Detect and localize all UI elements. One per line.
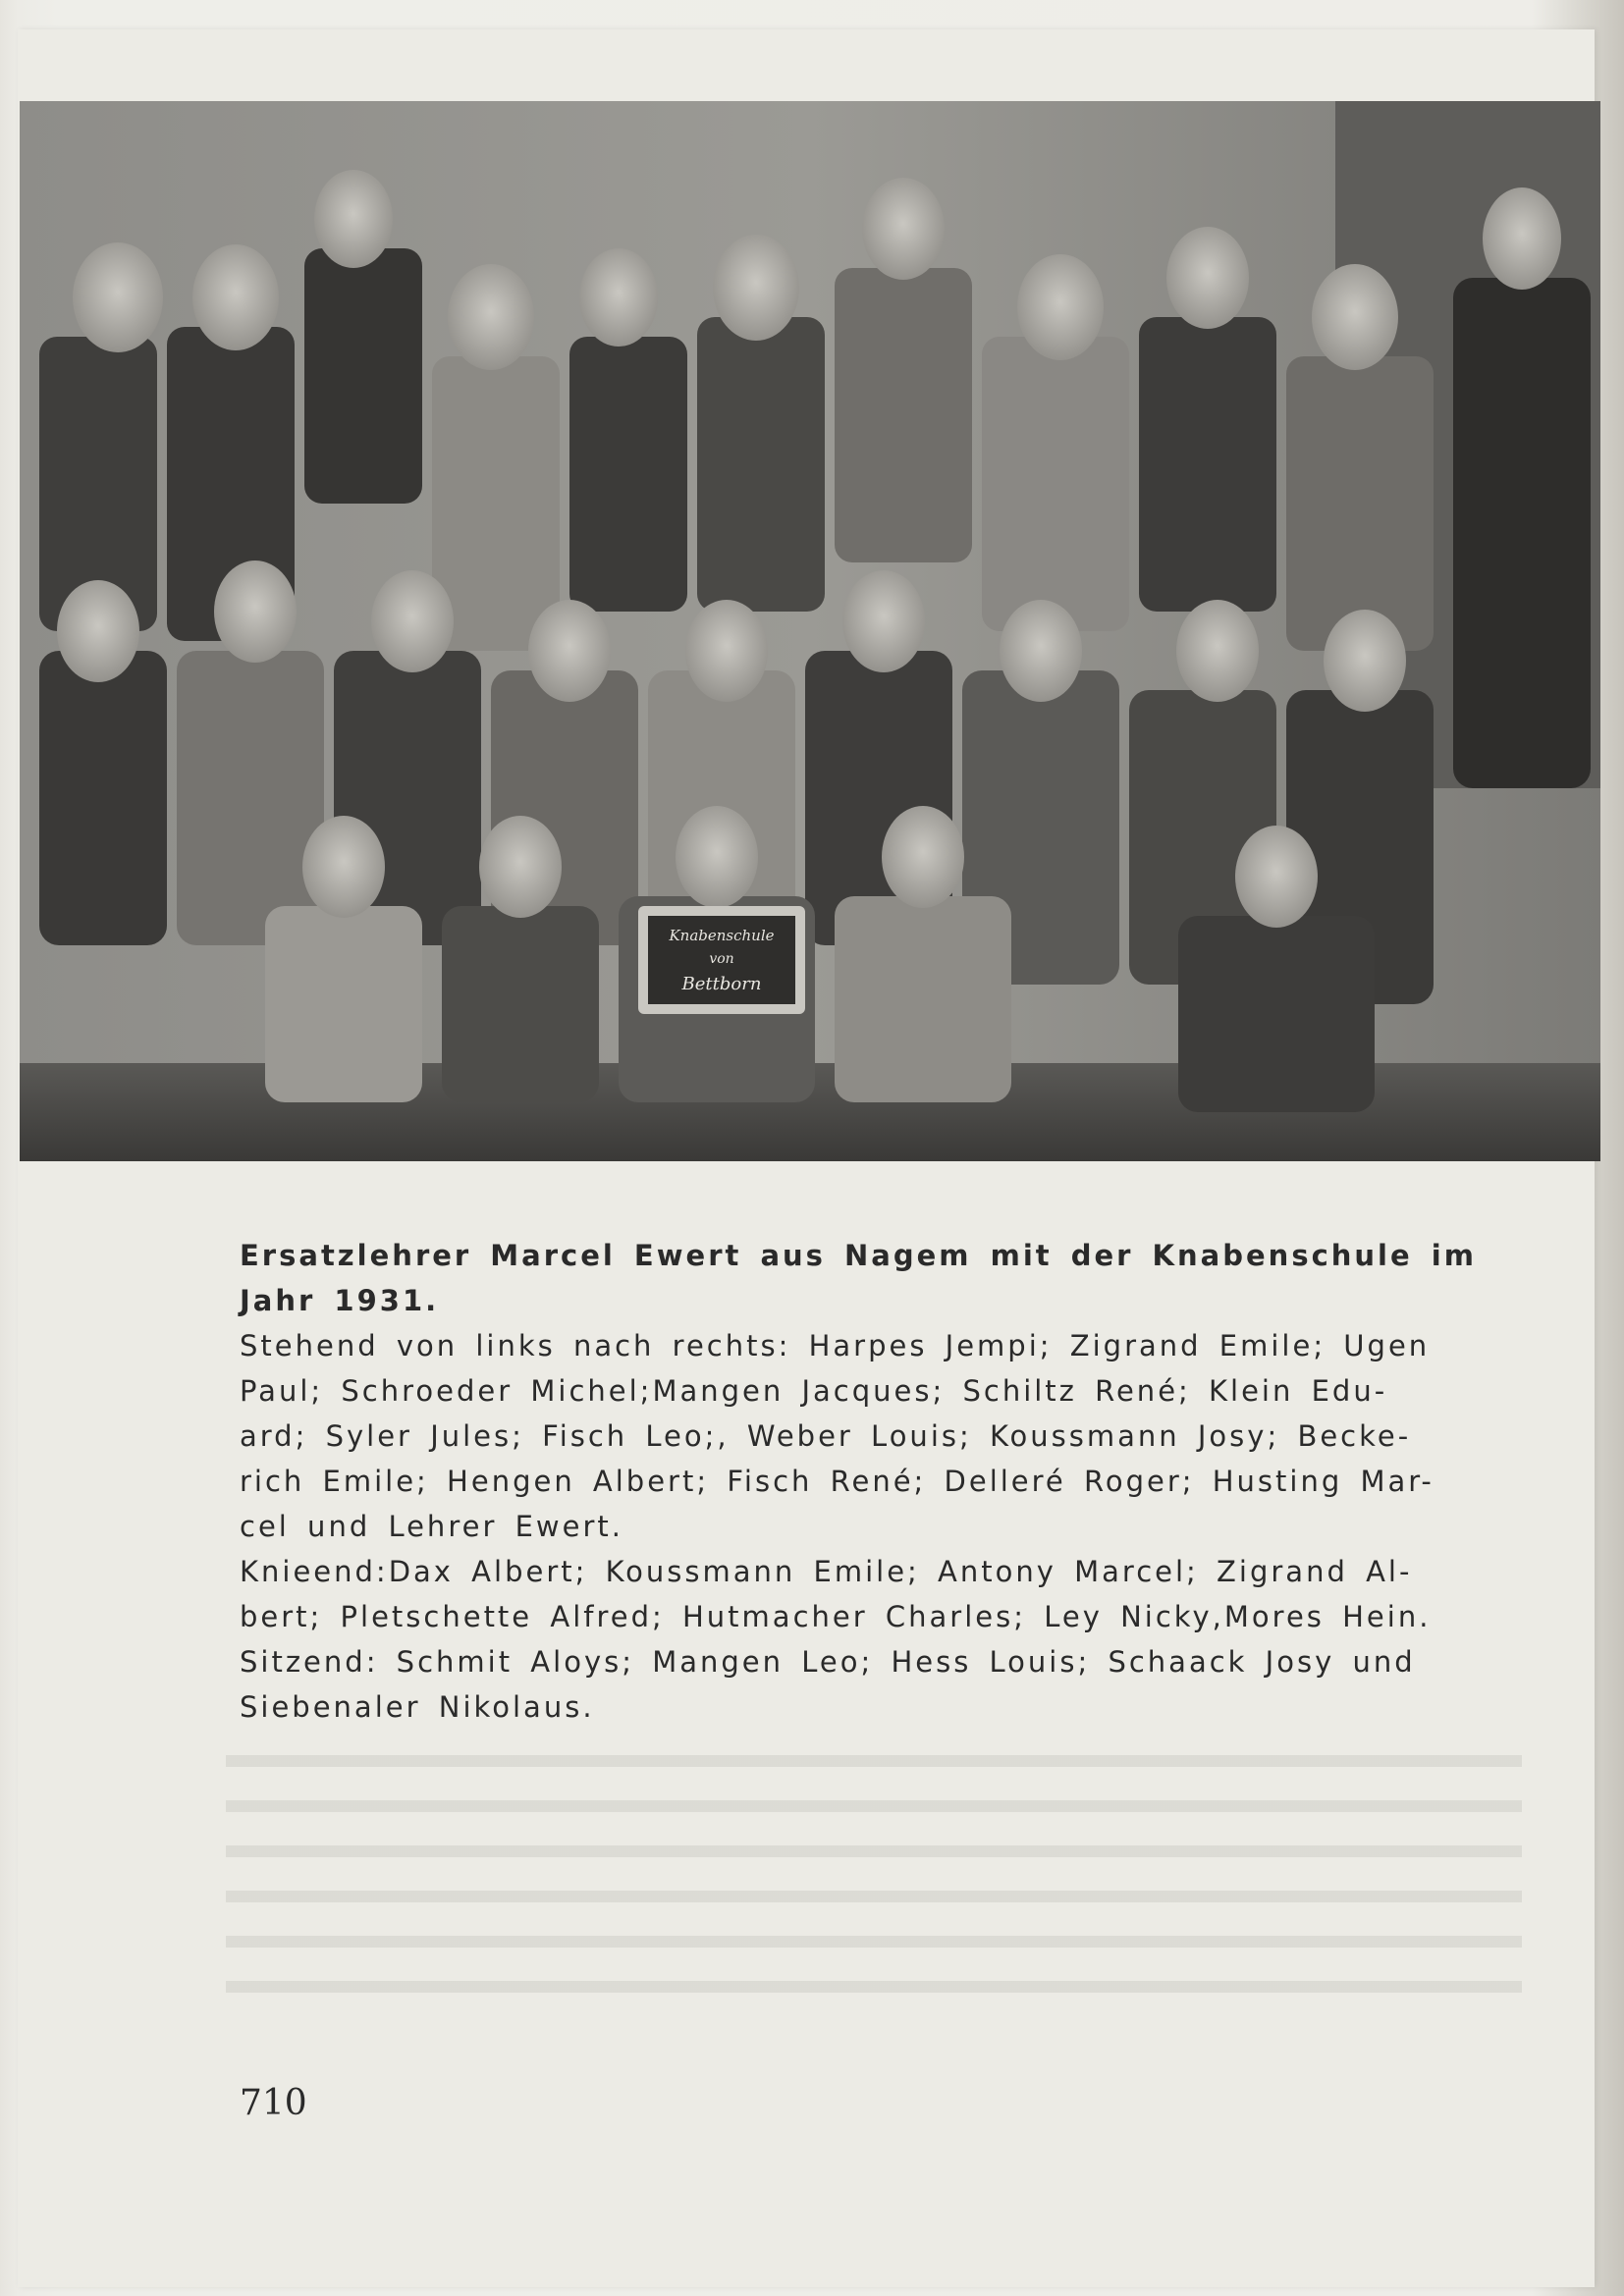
photo-caption	[240, 1233, 1555, 1730]
slate-line-3: Bettborn	[681, 974, 762, 994]
caption-body-line: Paul; Schroeder Michel;Mangen Jacques; Schiltz René; Klein Edu-	[240, 1374, 1388, 1408]
caption-body-line: Sitzend: Schmit Aloys; Mangen Leo; Hess Louis; Schaack Josy und	[240, 1645, 1416, 1679]
caption-title-line: Jahr 1931.	[240, 1284, 440, 1317]
caption-body-line: bert; Pletschette Alfred; Hutmacher Charles; Ley Nicky,Mores Hein.	[240, 1600, 1432, 1633]
reverse-page-bleed-through	[226, 1737, 1522, 1993]
caption-body-line: Siebenaler Nikolaus.	[240, 1690, 595, 1724]
caption-body-line: cel und Lehrer Ewert.	[240, 1510, 623, 1543]
slate-line-2: von	[709, 951, 734, 967]
caption-body-line: rich Emile; Hengen Albert; Fisch René; Delleré Roger; Husting Mar-	[240, 1465, 1435, 1498]
school-slate	[638, 906, 805, 1014]
class-photo	[20, 101, 1600, 1161]
caption-body-line: Stehend von links nach rechts: Harpes Jempi; Zigrand Emile; Ugen	[240, 1329, 1431, 1362]
slate-line-1: Knabenschule	[669, 927, 775, 944]
page-number: 710	[240, 2083, 307, 2123]
caption-title-line: Ersatzlehrer Marcel Ewert aus Nagem mit der Knabenschule im	[240, 1239, 1477, 1272]
class-photo-drawing	[20, 101, 1600, 1161]
caption-body-line: Knieend:Dax Albert; Koussmann Emile; Antony Marcel; Zigrand Al-	[240, 1555, 1413, 1588]
caption-body-line: ard; Syler Jules; Fisch Leo;, Weber Louis; Koussmann Josy; Becke-	[240, 1419, 1412, 1453]
